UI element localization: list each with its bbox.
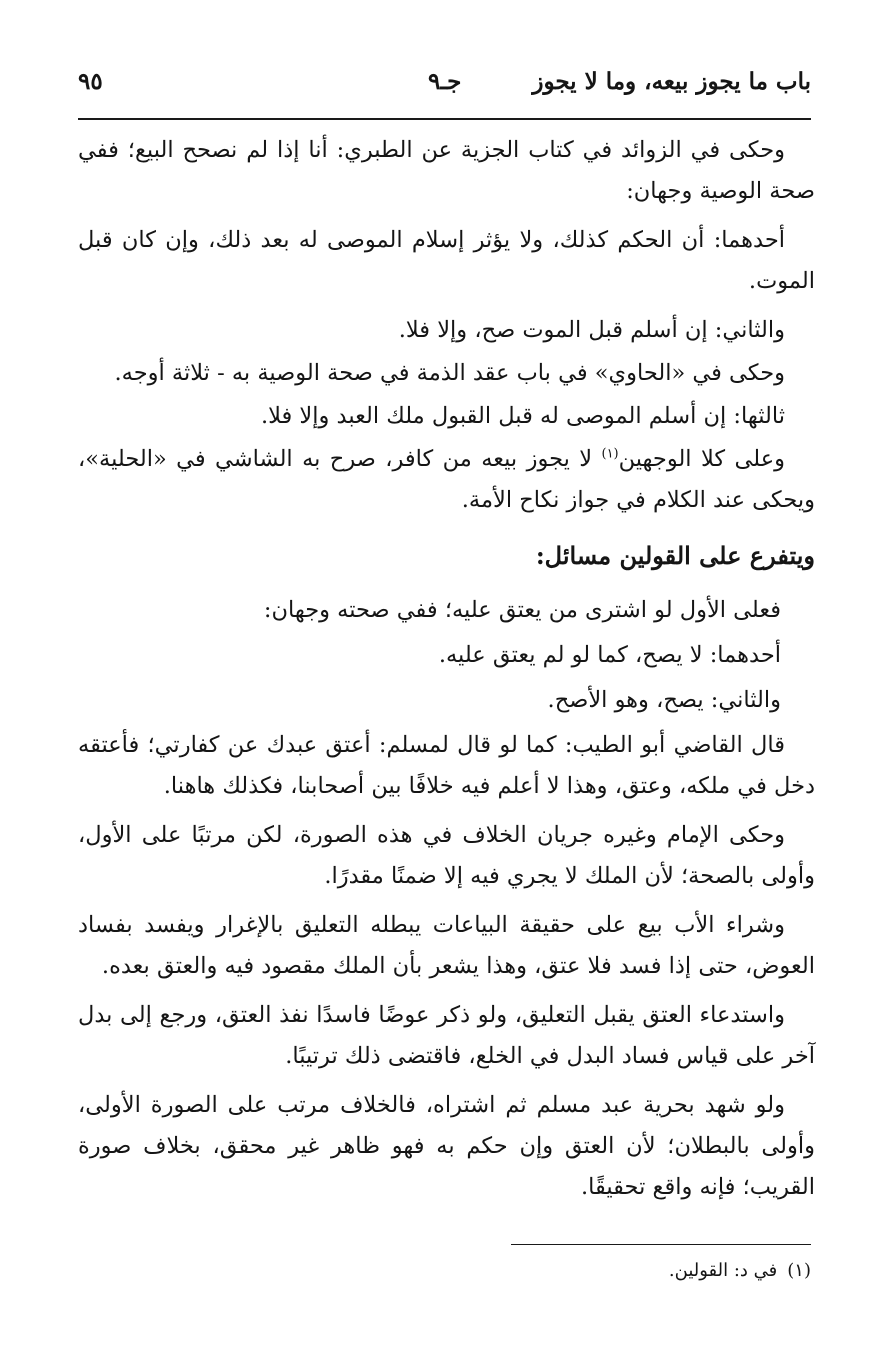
paragraph-text-start: وعلى كلا الوجهين (618, 446, 785, 472)
main-text (78, 130, 815, 1216)
paragraph: أحدهما: لا يصح، كما لو لم يعتق عليه. (438, 642, 781, 668)
footnote-text: في د: القولين. (668, 1260, 778, 1281)
footnote-number: (١) (787, 1260, 811, 1281)
chapter-title: باب ما يجوز بيعه، وما لا يجوز (532, 68, 811, 95)
paragraph: والثاني: إن أسلم قبل الموت صح، وإلا فلا. (398, 317, 785, 343)
header-rule (78, 118, 811, 120)
page-number: ٩٥ (78, 68, 103, 95)
paragraph: وشراء الأب بيع على حقيقة البياعات يبطله التعليق بالإغرار ويفسد بفساد العوض، حتى إذا فسد فلا عتق، وهذا يشعر بأن الملك مقصود فيه والعتق بعده. (78, 912, 815, 979)
paragraph: أحدهما: أن الحكم كذلك، ولا يؤثر إسلام الموصى له بعد ذلك، وإن كان قبل الموت. (78, 227, 815, 294)
paragraph: قال القاضي أبو الطيب: كما لو قال لمسلم: أعتق عبدك عن كفارتي؛ فأعتقه دخل في ملكه، وعتق، وهذا لا أعلم فيه خلافًا بين أصحابنا، فكذلك هاهنا. (78, 732, 815, 799)
section-heading: ويتفرع على القولين مسائل: (535, 541, 815, 570)
paragraph-text-end: لا يجوز بيعه من كافر، صرح به الشاشي في «الحلية»، ويحكى عند الكلام في جواز نكاح الأمة. (78, 446, 815, 513)
paragraph: والثاني: يصح، وهو الأصح. (547, 687, 781, 713)
paragraph: وحكى الإمام وغيره جريان الخلاف في هذه الصورة، لكن مرتبًا على الأول، وأولى بالصحة؛ لأن الملك لا يجري فيه إلا ضمنًا مقدرًا. (78, 822, 815, 889)
paragraph-with-footnote-ref (78, 439, 815, 521)
paragraph: ولو شهد بحرية عبد مسلم ثم اشتراه، فالخلاف مرتب على الصورة الأولى، وأولى بالبطلان؛ لأن العتق وإن حكم به فهو ظاهر غير محقق، بخلاف صورة القريب؛ فإنه واقع تحقيقًا. (78, 1092, 815, 1200)
footnote-reference[interactable]: (١) (601, 446, 619, 462)
footnote-rule (511, 1244, 811, 1245)
paragraph: وحكى في الزوائد في كتاب الجزية عن الطبري: أنا إذا لم نصحح البيع؛ ففي صحة الوصية وجهان: (78, 137, 815, 204)
running-header (78, 66, 811, 106)
volume-label: جـ٩ (428, 68, 462, 95)
paragraph: وحكى في «الحاوي» في باب عقد الذمة في صحة الوصية به - ثلاثة أوجه. (114, 360, 785, 386)
footnote (669, 1260, 811, 1281)
paragraph: فعلى الأول لو اشترى من يعتق عليه؛ ففي صحته وجهان: (263, 597, 781, 623)
paragraph: واستدعاء العتق يقبل التعليق، ولو ذكر عوضًا فاسدًا نفذ العتق، ورجع إلى بدل آخر على قياس فساد البدل في الخلع، فاقتضى ذلك ترتيبًا. (78, 1002, 815, 1069)
paragraph: ثالثها: إن أسلم الموصى له قبل القبول ملك العبد وإلا فلا. (260, 403, 785, 429)
